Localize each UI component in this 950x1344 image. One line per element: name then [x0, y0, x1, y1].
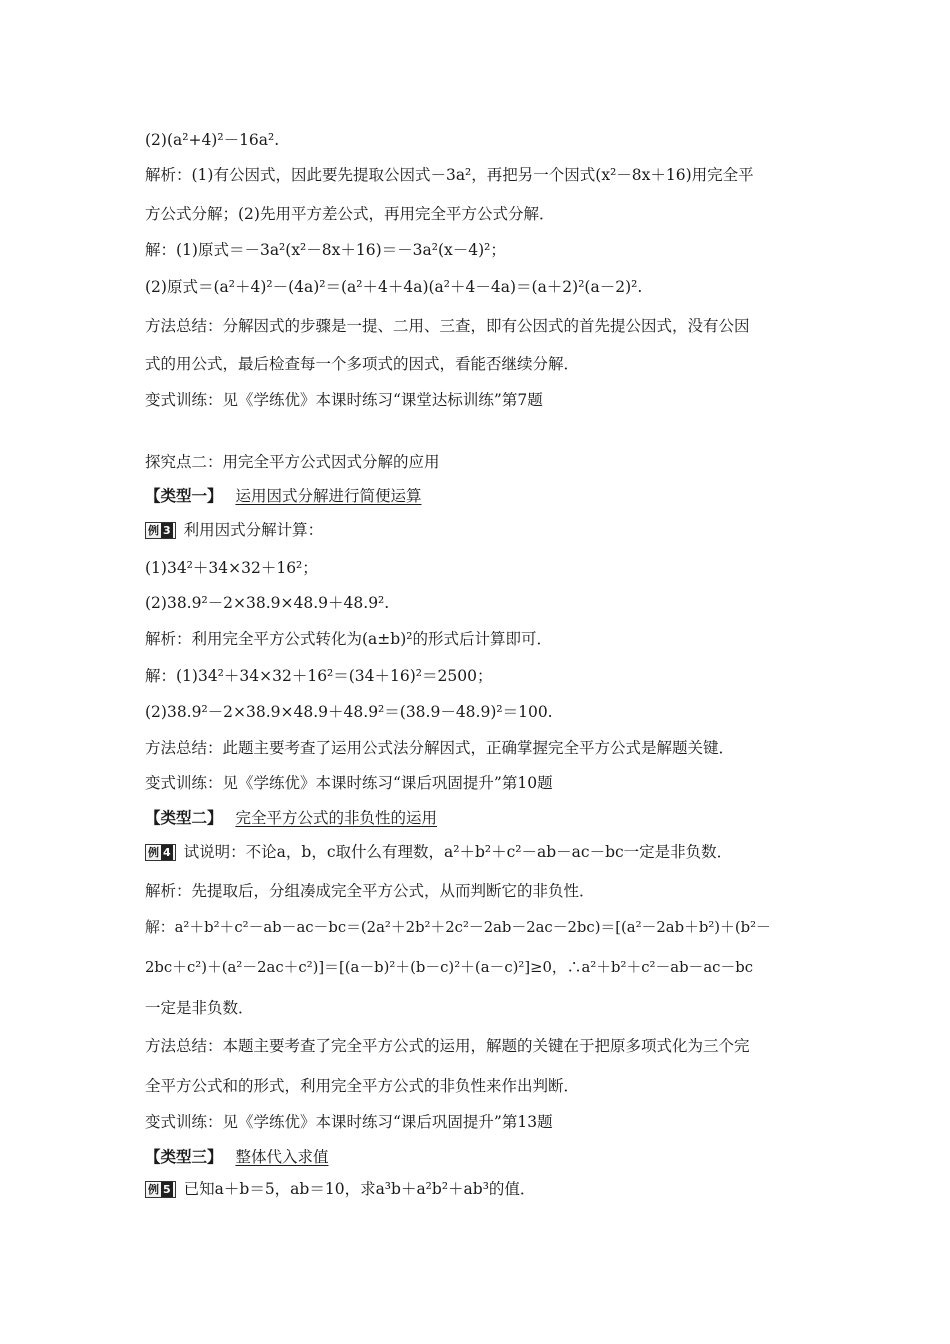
type-heading-1 — [145, 485, 421, 507]
method-summary: 方法总结：本题主要考查了完全平方公式的运用，解题的关键在于把原多项式化为三个完 — [145, 1037, 750, 1055]
variant-training: 变式训练：见《学练优》本课时练习“课后巩固提升”第13题 — [145, 1113, 553, 1131]
type-title: 完全平方公式的非负性的运用 — [235, 809, 437, 827]
method-summary: 方法总结：此题主要考查了运用公式法分解因式，正确掌握完全平方公式是解题关键． — [145, 739, 735, 757]
example-text: 利用因式分解计算： — [183, 521, 324, 539]
example-3 — [145, 519, 323, 541]
solution-part-2: (2)38.9²－2×38.9×48.9＋48.9²＝(38.9－48.9)²＝100. — [145, 703, 553, 721]
type-tag: 【类型一】 — [145, 487, 223, 505]
solution-line-2: 2bc＋c²)＋(a²－2ac＋c²)]＝[(a－b)²＋(b－c)²＋(a－c)²]≥0，∴a²＋b²＋c²－ab－ac－bc — [145, 959, 754, 976]
method-summary: 方法总结：分解因式的步骤是一提、二用、三查，即有公因式的首先提公因式，没有公因 — [145, 317, 750, 335]
variant-training: 变式训练：见《学练优》本课时练习“课后巩固提升”第10题 — [145, 774, 553, 792]
section-heading: 探究点二：用完全平方公式因式分解的应用 — [145, 453, 440, 471]
example-text: 已知a＋b＝5，ab＝10，求a³b＋a²b²＋ab³的值． — [183, 1180, 536, 1198]
analysis-text: 解析：(1)有公因式，因此要先提取公因式－3a²，再把另一个因式(x²－8x＋16)用完全平 — [145, 166, 754, 184]
solution-part-1: 解：(1)原式＝－3a²(x²－8x＋16)＝－3a²(x－4)²； — [145, 241, 506, 259]
type-tag: 【类型二】 — [145, 809, 223, 827]
analysis-text-cont: 方公式分解；(2)先用平方差公式，再用完全平方公式分解． — [145, 205, 555, 223]
analysis-text: 解析：利用完全平方公式转化为(a±b)²的形式后计算即可． — [145, 630, 552, 648]
type-heading-3 — [145, 1146, 328, 1168]
method-summary-cont: 式的用公式，最后检查每一个多项式的因式，看能否继续分解． — [145, 355, 580, 373]
problem-part-2: (2)(a²+4)²－16a². — [145, 131, 280, 149]
variant-training: 变式训练：见《学练优》本课时练习“课堂达标训练”第7题 — [145, 391, 543, 409]
example-3-part-1: (1)34²＋34×32＋16²； — [145, 559, 318, 577]
example-text: 试说明：不论a，b，c取什么有理数，a²＋b²＋c²－ab－ac－bc一定是非负数． — [183, 843, 733, 861]
type-heading-2 — [145, 807, 437, 829]
solution-part-2: (2)原式＝(a²＋4)²－(4a)²＝(a²＋4＋4a)(a²＋4－4a)＝(a＋2)²(a－2)². — [145, 278, 643, 296]
example-badge: 例 5 — [145, 1181, 176, 1198]
example-5 — [145, 1178, 535, 1200]
solution-part-1: 解：(1)34²＋34×32＋16²＝(34＋16)²＝2500； — [145, 667, 493, 685]
example-3-part-2: (2)38.9²－2×38.9×48.9＋48.9². — [145, 594, 390, 612]
example-badge: 例 3 — [145, 522, 176, 539]
example-4 — [145, 841, 732, 863]
solution-line-1: 解：a²＋b²＋c²－ab－ac－bc＝(2a²＋2b²＋2c²－2ab－2ac－2bc)＝[(a²－2ab＋b²)＋(b²－ — [145, 919, 771, 936]
example-badge: 例 4 — [145, 844, 176, 861]
solution-line-3: 一定是非负数． — [145, 999, 254, 1017]
analysis-text: 解析：先提取后，分组凑成完全平方公式，从而判断它的非负性． — [145, 882, 595, 900]
type-title: 运用因式分解进行简便运算 — [235, 487, 422, 505]
type-tag: 【类型三】 — [145, 1148, 223, 1166]
method-summary-cont: 全平方公式和的形式，利用完全平方公式的非负性来作出判断． — [145, 1077, 580, 1095]
type-title: 整体代入求值 — [235, 1148, 329, 1166]
